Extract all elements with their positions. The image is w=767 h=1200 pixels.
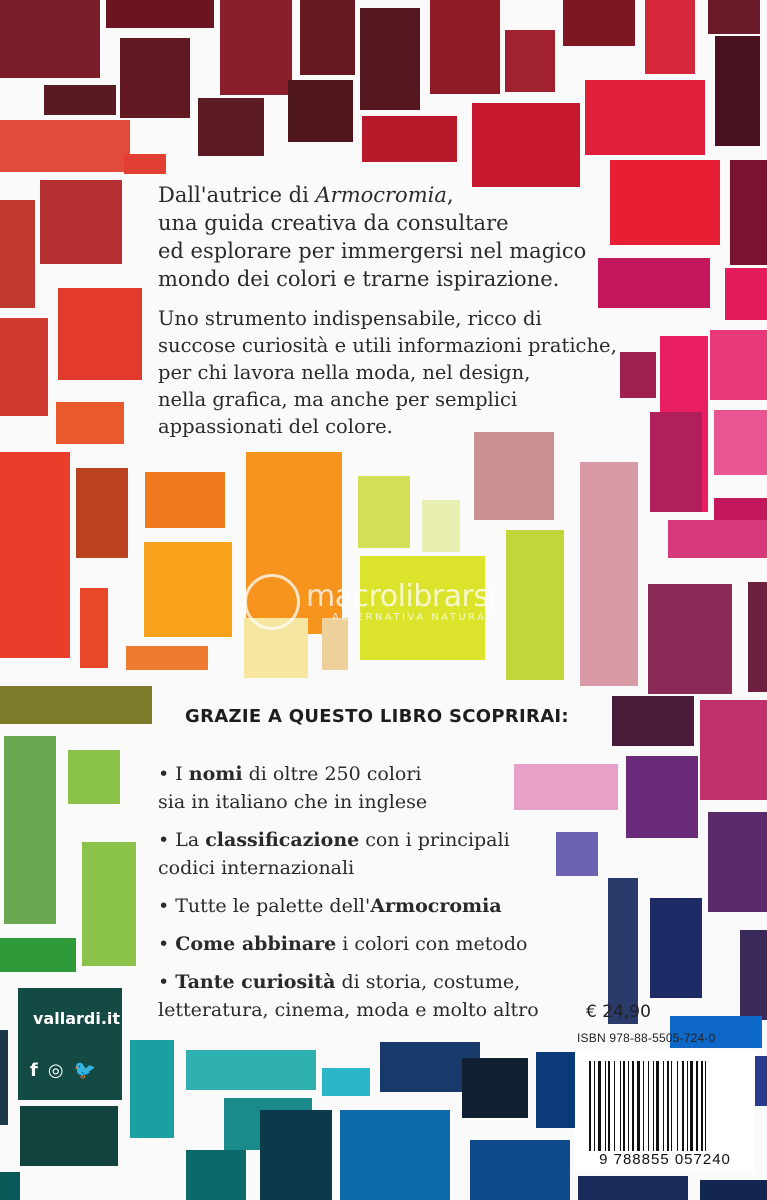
list-item	[158, 968, 598, 1024]
color-swatch	[0, 938, 76, 972]
intro-title-italic: Armocromia	[315, 183, 447, 207]
facebook-icon[interactable]: f	[30, 1060, 38, 1081]
watermark-tagline: ALTERNATIVA NATURALE	[332, 611, 504, 623]
barcode-bar	[628, 1061, 629, 1151]
barcode-bar	[620, 1061, 621, 1151]
barcode	[575, 1051, 755, 1171]
barcode-bar	[696, 1061, 698, 1151]
leaf-logo-icon	[244, 574, 300, 630]
description-line-1: Uno strumento indispensabile, ricco di	[158, 307, 542, 330]
color-swatch	[474, 432, 554, 520]
color-swatch	[4, 736, 56, 924]
color-swatch	[700, 700, 767, 800]
list-item	[158, 826, 598, 882]
instagram-icon[interactable]: ◎	[47, 1060, 64, 1081]
color-swatch	[124, 154, 166, 174]
bullet-text: di oltre 250 colori	[242, 763, 422, 785]
color-swatch	[748, 582, 767, 692]
barcode-bar	[643, 1061, 644, 1151]
bullet-bold: Come abbinare	[175, 933, 337, 955]
social-icons	[30, 1060, 96, 1081]
publisher-box	[18, 988, 122, 1100]
intro-paragraph	[158, 181, 618, 293]
bullet-line-2: sia in italiano che in inglese	[158, 791, 428, 813]
color-swatch	[506, 530, 564, 680]
list-item	[158, 760, 598, 816]
color-swatch	[358, 476, 410, 548]
bullet-text: •	[158, 971, 176, 993]
color-swatch	[0, 1030, 8, 1125]
publisher-site[interactable]: vallardi.it	[33, 1009, 121, 1028]
bullet-bold: Armocromia	[370, 895, 502, 917]
color-swatch	[650, 412, 702, 512]
color-swatch	[106, 0, 214, 28]
intro-line-1-pre: Dall'autrice di	[158, 183, 316, 207]
color-swatch	[0, 686, 152, 724]
color-swatch	[740, 930, 767, 1020]
color-swatch	[44, 85, 116, 115]
color-swatch	[40, 180, 122, 264]
bullet-text: •	[158, 933, 176, 955]
barcode-bar	[608, 1061, 610, 1151]
bullet-bold: Tante curiosità	[175, 971, 336, 993]
color-swatch	[360, 8, 420, 110]
barcode-bar	[648, 1061, 649, 1151]
barcode-bar	[598, 1061, 601, 1151]
color-swatch	[300, 0, 355, 75]
intro-line-1-post: ,	[446, 183, 454, 207]
color-swatch	[563, 0, 635, 46]
color-swatch	[68, 750, 120, 804]
barcode-number: 9 788855 057240	[599, 1151, 731, 1168]
color-swatch	[730, 160, 767, 265]
color-swatch	[610, 160, 720, 245]
color-swatch	[578, 1176, 688, 1200]
barcode-bar	[623, 1061, 625, 1151]
isbn-label: ISBN 978-88-5505-724-0	[577, 1031, 716, 1045]
color-swatch	[288, 80, 353, 142]
color-swatch	[322, 1068, 370, 1096]
price-label: € 24,90	[586, 1002, 651, 1022]
intro-line-3: ed esplorare per immergersi nel magico	[158, 239, 587, 263]
benefits-heading: GRAZIE A QUESTO LIBRO SCOPRIRAI:	[185, 706, 569, 727]
color-swatch	[0, 1172, 20, 1200]
color-swatch	[56, 402, 124, 444]
color-swatch	[362, 116, 457, 162]
color-swatch	[0, 318, 48, 416]
barcode-bar	[632, 1061, 634, 1151]
color-swatch	[76, 468, 128, 558]
color-swatch	[126, 646, 208, 670]
color-swatch	[708, 0, 760, 34]
bullet-text: • I	[158, 763, 189, 785]
barcode-bar	[656, 1061, 659, 1151]
intro-line-1	[158, 181, 618, 209]
barcode-bar	[653, 1061, 654, 1151]
barcode-bar	[605, 1061, 606, 1151]
color-swatch	[186, 1050, 316, 1090]
color-swatch	[0, 200, 35, 308]
color-swatch	[422, 500, 460, 552]
color-swatch	[144, 542, 232, 637]
list-item	[158, 892, 598, 920]
color-swatch	[710, 330, 767, 400]
color-swatch	[715, 36, 760, 146]
bullet-bold: nomi	[188, 763, 243, 785]
color-swatch	[725, 268, 767, 320]
bullet-text: • Tutte le palette dell'	[158, 895, 371, 917]
color-swatch	[130, 1040, 174, 1138]
color-swatch	[0, 452, 70, 658]
barcode-bar	[677, 1061, 678, 1151]
barcode-bar	[594, 1061, 595, 1151]
color-swatch	[120, 38, 190, 118]
color-swatch	[626, 756, 698, 838]
color-swatch	[536, 1052, 576, 1128]
color-swatch	[470, 1140, 570, 1200]
color-swatch	[220, 0, 292, 95]
intro-line-4: mondo dei colori e trarne ispirazione.	[158, 267, 560, 291]
color-swatch	[82, 842, 136, 966]
color-swatch	[700, 1180, 767, 1200]
macrolibrarsi-watermark	[244, 574, 503, 630]
description-paragraph	[158, 305, 628, 440]
bullet-line-2: codici internazionali	[158, 857, 355, 879]
color-swatch	[472, 103, 580, 187]
barcode-bar	[705, 1061, 706, 1151]
barcode-bar	[701, 1061, 703, 1151]
barcode-bar	[663, 1061, 664, 1151]
bullet-text: di storia, costume,	[335, 971, 521, 993]
barcode-bar	[687, 1061, 688, 1151]
color-swatch	[260, 1110, 332, 1200]
barcode-bar	[589, 1061, 591, 1151]
barcode-bar	[637, 1061, 640, 1151]
barcode-bar	[690, 1061, 693, 1151]
color-swatch	[20, 1106, 118, 1166]
description-line-5: appassionati del colore.	[158, 415, 393, 438]
color-swatch	[58, 288, 142, 380]
color-swatch	[714, 410, 767, 475]
list-item	[158, 930, 598, 958]
color-swatch	[186, 1150, 246, 1200]
color-swatch	[650, 898, 702, 998]
color-swatch	[462, 1058, 528, 1118]
description-line-4: nella grafica, ma anche per semplici	[158, 388, 518, 411]
color-swatch	[645, 0, 695, 74]
bullet-text: i colori con metodo	[336, 933, 528, 955]
barcode-bars	[589, 1061, 741, 1151]
description-line-3: per chi lavora nella moda, nel design,	[158, 361, 531, 384]
bullet-bold: classificazione	[205, 829, 360, 851]
barcode-bar	[614, 1061, 615, 1151]
color-swatch	[505, 30, 555, 92]
color-swatch	[648, 584, 732, 694]
barcode-bar	[682, 1061, 684, 1151]
color-swatch	[145, 472, 225, 528]
color-swatch	[580, 462, 638, 686]
color-swatch	[585, 80, 705, 155]
benefits-list	[158, 760, 598, 1034]
color-swatch	[612, 696, 694, 746]
color-swatch	[668, 520, 767, 558]
bullet-text: con i principali	[359, 829, 510, 851]
bullet-text: • La	[158, 829, 206, 851]
bullet-line-2: letteratura, cinema, moda e molto altro	[158, 999, 539, 1021]
barcode-bar	[667, 1061, 669, 1151]
color-swatch	[340, 1110, 450, 1200]
color-swatch	[80, 588, 108, 668]
description-line-2: succose curiosità e utili informazioni pratiche,	[158, 334, 617, 357]
color-swatch	[708, 812, 767, 912]
watermark-name: macrolibrarsi	[306, 578, 497, 614]
color-swatch	[0, 0, 100, 78]
twitter-icon[interactable]: 🐦	[73, 1060, 96, 1081]
color-swatch	[198, 98, 264, 156]
barcode-bar	[671, 1061, 672, 1151]
intro-line-2: una guida creativa da consultare	[158, 211, 509, 235]
color-swatch	[0, 120, 130, 172]
color-swatch	[430, 0, 500, 94]
